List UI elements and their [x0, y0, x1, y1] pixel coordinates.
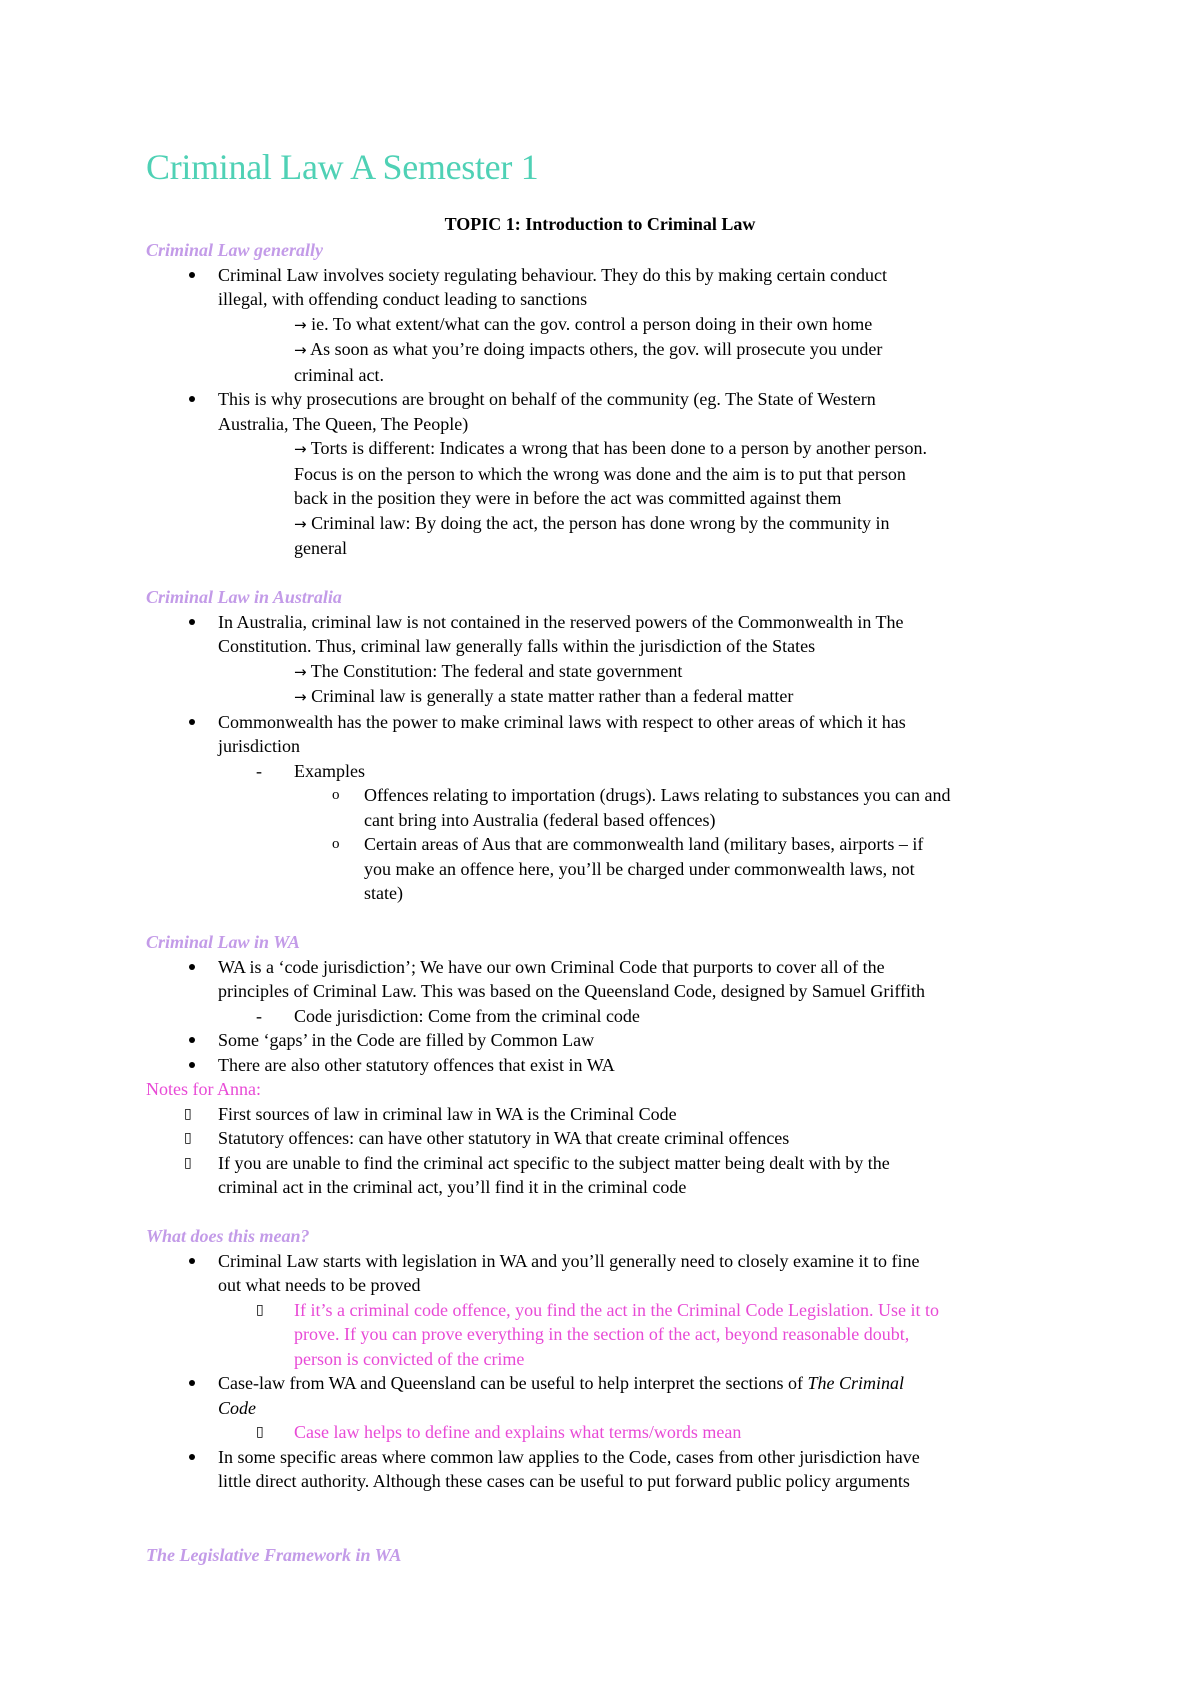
- arrow-item: [146, 511, 1066, 561]
- text-line: Focus is on the person to which the wrong was done and the aim is to put that person: [294, 463, 906, 484]
- text-line: WA is a ‘code jurisdiction’; We have our own Criminal Code that purports to cover all of the: [218, 956, 885, 977]
- box-bullet-icon: ▯: [184, 1154, 192, 1171]
- text-line: In Australia, criminal law is not contained in the reserved powers of the Commonwealth in The: [218, 611, 904, 632]
- dash-item: [146, 1004, 1066, 1029]
- text-line: Case-law from WA and Queensland can be useful to help interpret the sections of: [218, 1373, 808, 1393]
- section-heading-framework: The Legislative Framework in WA: [146, 1544, 402, 1565]
- text-line: Case law helps to define and explains what terms/words mean: [294, 1422, 742, 1442]
- dash-icon: -: [256, 1005, 262, 1026]
- text-line: Certain areas of Aus that are commonwealth land (military bases, airports – if: [364, 834, 924, 854]
- text-line: general: [294, 538, 347, 558]
- circle-bullet-icon: o: [332, 836, 340, 852]
- text-line: Constitution. Thus, criminal law generally falls within the jurisdiction of the States: [218, 636, 816, 656]
- list-item: [146, 955, 1066, 1004]
- arrow-icon: →: [294, 688, 307, 706]
- list-item: [146, 1249, 1066, 1298]
- arrow-item: [146, 659, 1066, 685]
- arrow-icon: →: [294, 440, 307, 458]
- text-line: Australia, The Queen, The People): [218, 413, 469, 434]
- text-line: Code jurisdiction: Come from the criminal code: [294, 1005, 640, 1026]
- italic-text: The Criminal: [807, 1373, 905, 1393]
- arrow-icon: →: [294, 315, 307, 334]
- text-line: out what needs to be proved: [218, 1275, 421, 1295]
- note-item: [146, 1126, 1066, 1151]
- text-line: Criminal law is generally a state matter rather than a federal matter: [311, 686, 794, 706]
- dash-icon: -: [256, 760, 262, 781]
- text-line: Criminal Law involves society regulating behaviour. They do this by making certain conduct: [218, 264, 888, 285]
- list-item: [146, 1445, 1066, 1494]
- note-item: [146, 1420, 1066, 1445]
- text-line: Statutory offences: can have other statutory in WA that create criminal offences: [218, 1128, 790, 1148]
- section-heading-australia: Criminal Law in Australia: [146, 587, 342, 607]
- circle-bullet-icon: o: [332, 787, 340, 803]
- note-item: [146, 1151, 1066, 1200]
- text-line: As soon as what you’re doing impacts others, the gov. will prosecute you under: [310, 339, 883, 359]
- text-line: Criminal Law starts with legislation in WA and you’ll generally need to closely examine it to fine: [218, 1250, 920, 1271]
- sub-list-item: [146, 783, 1066, 832]
- text-line: Examples: [294, 760, 365, 781]
- text-line: prove. If you can prove everything in the section of the act, beyond reasonable doubt,: [294, 1324, 910, 1344]
- list-item: [146, 1371, 1066, 1420]
- text-line: Torts is different: Indicates a wrong that has been done to a person by another person.: [310, 438, 927, 458]
- dash-item: [146, 759, 1066, 784]
- text-line: jurisdiction: [218, 736, 300, 756]
- text-line: little direct authority. Although these cases can be useful to put forward public policy arguments: [218, 1471, 910, 1491]
- text-line: Criminal law: By doing the act, the person has done wrong by the community in: [311, 512, 890, 533]
- text-line: criminal act in the criminal act, you’ll find it in the criminal code: [218, 1177, 687, 1197]
- text-line: There are also other statutory offences that exist in WA: [218, 1054, 615, 1075]
- list-item: [146, 1028, 1066, 1053]
- text-line: Some ‘gaps’ in the Code are filled by Common Law: [218, 1030, 595, 1050]
- list-item: [146, 263, 1066, 312]
- document-title: Criminal Law A Semester 1: [146, 147, 539, 187]
- box-bullet-icon: ▯: [256, 1301, 264, 1318]
- list-item: [146, 710, 1066, 759]
- box-bullet-icon: ▯: [256, 1424, 264, 1440]
- arrow-item: [146, 312, 1066, 338]
- text-line: Offences relating to importation (drugs). Laws relating to substances you can and: [364, 785, 951, 805]
- arrow-icon: →: [294, 662, 307, 681]
- text-line: In some specific areas where common law applies to the Code, cases from other jurisdiction have: [218, 1446, 920, 1467]
- text-line: you make an offence here, you’ll be charged under commonwealth laws, not: [364, 858, 915, 879]
- text-line: First sources of law in criminal law in WA is the Criminal Code: [218, 1103, 677, 1124]
- section-heading-meaning: What does this mean?: [146, 1226, 310, 1246]
- text-line: The Constitution: The federal and state government: [310, 660, 683, 681]
- text-line: principles of Criminal Law. This was based on the Queensland Code, designed by Samuel Griffith: [218, 981, 926, 1001]
- list-item: [146, 1053, 1066, 1078]
- note-item: [146, 1298, 1066, 1372]
- document-body: [146, 238, 1066, 1567]
- italic-text: Code: [218, 1397, 256, 1418]
- box-bullet-icon: ▯: [184, 1130, 192, 1146]
- text-line: back in the position they were in before the act was committed against them: [294, 488, 842, 508]
- sub-list-item: [146, 832, 1066, 906]
- topic-heading: TOPIC 1: Introduction to Criminal Law: [444, 214, 756, 234]
- notes-heading: Notes for Anna:: [146, 1079, 261, 1099]
- list-item: [146, 387, 1066, 436]
- arrow-icon: →: [294, 341, 307, 359]
- text-line: criminal act.: [294, 364, 384, 385]
- arrow-item: [146, 436, 1066, 511]
- arrow-item: [146, 337, 1066, 387]
- text-line: state): [364, 883, 403, 903]
- text-line: ie. To what extent/what can the gov. control a person doing in their own home: [311, 313, 873, 334]
- section-heading-wa: Criminal Law in WA: [146, 932, 300, 952]
- section-heading-generally: Criminal Law generally: [146, 240, 324, 260]
- text-line: If you are unable to find the criminal act specific to the subject matter being dealt with by the: [218, 1152, 890, 1173]
- arrow-icon: →: [294, 514, 307, 533]
- text-line: person is convicted of the crime: [294, 1348, 525, 1369]
- note-item: [146, 1102, 1066, 1127]
- list-item: [146, 610, 1066, 659]
- box-bullet-icon: ▯: [184, 1105, 192, 1122]
- text-line: cant bring into Australia (federal based offences): [364, 809, 716, 830]
- arrow-item: [146, 684, 1066, 710]
- text-line: This is why prosecutions are brought on behalf of the community (eg. The State of Western: [218, 389, 876, 409]
- text-line: Commonwealth has the power to make criminal laws with respect to other areas of which it has: [218, 711, 906, 732]
- text-line: If it’s a criminal code offence, you find the act in the Criminal Code Legislation. Use it to: [294, 1299, 939, 1320]
- text-line: illegal, with offending conduct leading to sanctions: [218, 289, 588, 309]
